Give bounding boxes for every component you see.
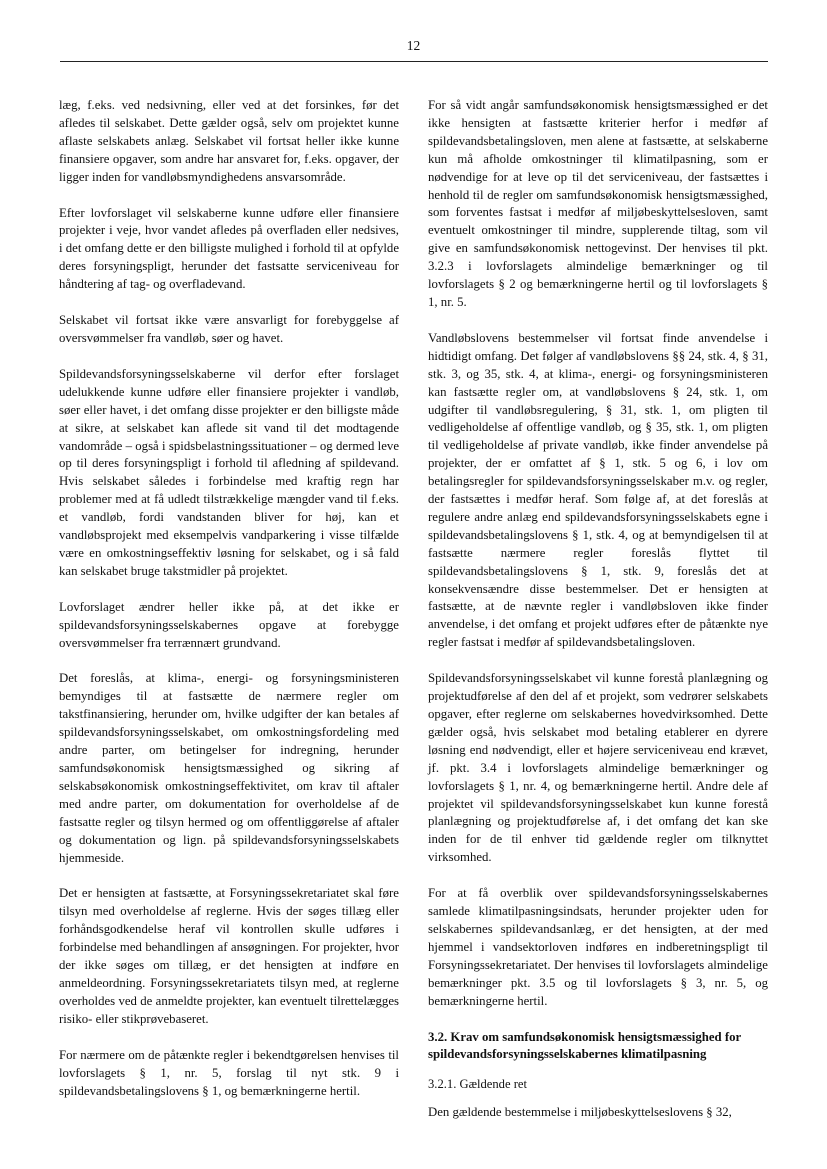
left-paragraph-3: Selskabet vil fortsat ikke være ansvarligt for forebyggelse af oversvømmelser fra vandløb, søer og havet. — [59, 313, 399, 345]
right-paragraph-4: For at få overblik over spildevandsforsyningsselskabernes samlede klimatilpasningsindsats, herunder projekter uden for selskabernes spildevandsanlæg, er det hensigten, at der med hjemmel i vandsektorloven indføres en indberetningspligt til Forsyningssekretariatet. Der henvises til lovforslagets almindelige bemærkninger pkt. 3.5 og til lovforslagets § 3, nr. 5, og bemærkningerne hertil. — [428, 886, 768, 1008]
left-paragraph-8: For nærmere om de påtænkte regler i bekendtgørelsen henvises til lovforslagets § 1, nr. 5, forslag til nyt stk. 9 i spildevandsbetalingslovens § 1, og bemærkningerne hertil. — [59, 1047, 399, 1098]
left-paragraph-5: Lovforslaget ændrer heller ikke på, at det ikke er spildevandsforsyningsselskabernes opgave at forebygge oversvømmelser fra terrænnært grundvand. — [59, 599, 399, 650]
right-paragraph-1: For så vidt angår samfundsøkonomisk hensigtsmæssighed er det ikke hensigten at fastsætte kriterier herfor i medfør af spildevandsbetalingsloven, men alene at fastsætte, at selskaberne kun må afholde omkostninger til klimatilpasning, som er nødvendige for at leve op til det serviceniveau, der fastsættes i henhold til de regler om samfundsøkonomisk hensigtsmæssighed, som forventes fastsat i medfør af miljøbeskyttelsesloven, samt eventuelt omkostninger til mindre, supplerende tiltag, som vil give en samfundsøkonomisk nettogevinst. Der henvises til pkt. 3.2.3 i lovforslagets almindelige bemærkninger og til lovforslagets § 2 og bemærkningerne hertil og til lovforslagets § 1, nr. 5. — [428, 98, 768, 309]
left-paragraph-7: Det er hensigten at fastsætte, at Forsyningssekretariatet skal føre tilsyn med overholdelse af reglerne. Hvis der søges tillæg eller forhåndsgodkendelse heraf vil kontrollen skulle udføres i forbindelse med behandlingen af ansøgningen. For projekter, hvor der ikke søges om tillæg, er det hensigten at indføre en anmeldeordning. Forsyningssekretariatets tilsyn med, at reglerne overholdes ved de anmeldte projekter, kan eventuelt tilrettelægges risiko- eller stikprøvebaseret. — [59, 886, 399, 1026]
left-paragraph-4: Spildevandsforsyningsselskaberne vil derfor efter forslaget udelukkende kunne udføre eller finansiere projekter i vandløb, søer eller havet, i det omfang disse projekter er den billigste måde at sikre, at selskabet kan aflede sit vand til det modtagende vandområde – også i spidsbelastningssituationer – og dermed leve op til deres forsyningspligt i forhold til afledning af spildevand. Hvis selskabet således i forbindelse med kraftig regn har problemer med at få udledt tilstrækkelige mængder vand til f.eks. et vandløb, fordi vandstanden bliver for høj, kan et vandløbsprojekt med eksempelvis vandparkering i visse tilfælde være en omkostningseffektiv løsning for selskabet, og i så fald kan selskabet bruge takstmidler på projektet. — [59, 366, 399, 578]
right-column — [428, 97, 768, 1122]
left-paragraph-1: læg, f.eks. ved nedsivning, eller ved at det forsinkes, før det afledes til selskabet. Dette gælder også, selv om projektet kunne aflaste selskabets anlæg. Selskabet vil fortsat heller ikke kunne finansiere opgaver, som andre har ansvaret for, f.eks. opgaver, der ligger inden for vandløbsmyndighedens ansvarsområde. — [59, 98, 399, 184]
section-heading-3-2: 3.2. Krav om samfundsøkonomisk hensigtsmæssighed for spildevandsforsyningsselskabernes klimatilpasning — [428, 1029, 741, 1062]
right-paragraph-2: Vandløbslovens bestemmelser vil fortsat finde anvendelse i hidtidigt omfang. Det følger af vandløbslovens §§ 24, stk. 4, § 31, stk. 3, og 35, stk. 4, at klima-, energi- og forsyningsministeren kan fastsætte regler om, at vandløbslovens § 24, stk. 1, om udgifter til vandløbsregulering, § 31, stk. 1, om pligten til vedligeholdelse af offentlige vandløb, og § 35, stk. 1, om pligten til vedligeholdelse af private vandløb, ikke finder anvendelse på projekter, der er omfattet af § 1, stk. 5 og 6, i lov om betalingsregler for spildevandsforsyningsselskaber m.v. og regler, der fastsættes i medfør heraf. Som følge af, at det foreslås at regulere andre anlæg end spildevandsforsyningsselskabets egne i spildevandsbetalingslovens § 1, stk. 4, og at bemyndigelsen til at fastsætte nærmere regler foreslås flyttet til spildevandsbetalingslovens § 1, stk. 9, foreslås det at konsekvensændre disse bestemmelser. Det er hensigten at fastsætte, at de nævnte regler i vandløbsloven ikke finder anvendelse, i det omfang et projekt udføres efter de påtænkte nye regler fastsat i medfør af spildevandsbetalingsloven. — [428, 330, 768, 650]
left-column — [59, 97, 399, 1100]
right-paragraph-final: Den gældende bestemmelse i miljøbeskyttelseslovens § 32, — [428, 1105, 732, 1120]
right-paragraph-3: Spildevandsforsyningsselskabet vil kunne forestå planlægning og projektudførelse af den del af et projekt, som vedrører selskabets opgaver, efter reglerne om selskabernes hovedvirksomhed. Dette gælder også, hvis selskabet mod betaling etablerer en dyrere løsning end nødvendigt, eller et højere serviceniveau end krævet, jf. pkt. 3.4 i lovforslagets almindelige bemærkninger og lovforslagets § 1, nr. 4, og bemærkningerne hertil. Andre dele af projektet vil spildevandsforsyningsselskabet kun kunne forestå planlægning og projektudførelse af, i det omfang det kan ske inden for de til enhver tid gældende regler om tilknyttet virksomhed. — [428, 671, 768, 865]
header-rule — [60, 61, 768, 62]
subsection-heading-3-2-1: 3.2.1. Gældende ret — [428, 1077, 527, 1092]
left-paragraph-6: Det foreslås, at klima-, energi- og forsyningsministeren bemyndiges til at fastsætte de nærmere regler om takstfinansiering, herunder om, hvilke udgifter der kan betales af spildevandsforsyningsselskabet, om omkostningsfordeling med andre parter, om betingelser for indregning, herunder samfundsøkonomisk hensigtsmæssighed og sikring af selskabsøkonomisk omkostningseffektivitet, om krav til aftaler med andre parter, om dokumentation for overholdelse af de fastsatte regler og tilsyn hermed og om offentliggørelse af aftaler og dokumentation og lign. på spildevandsforsyningsselskabets hjemmeside. — [59, 671, 399, 865]
page-number: 12 — [406, 38, 421, 53]
left-paragraph-2: Efter lovforslaget vil selskaberne kunne udføre eller finansiere projekter i veje, hvor vandet afledes på overfladen eller nedsives, i det omfang dette er den billigste mulighed i forhold til at opfylde deres forsyningspligt, herunder det fastsatte serviceniveau for håndtering af tag- og overfladevand. — [59, 205, 399, 292]
